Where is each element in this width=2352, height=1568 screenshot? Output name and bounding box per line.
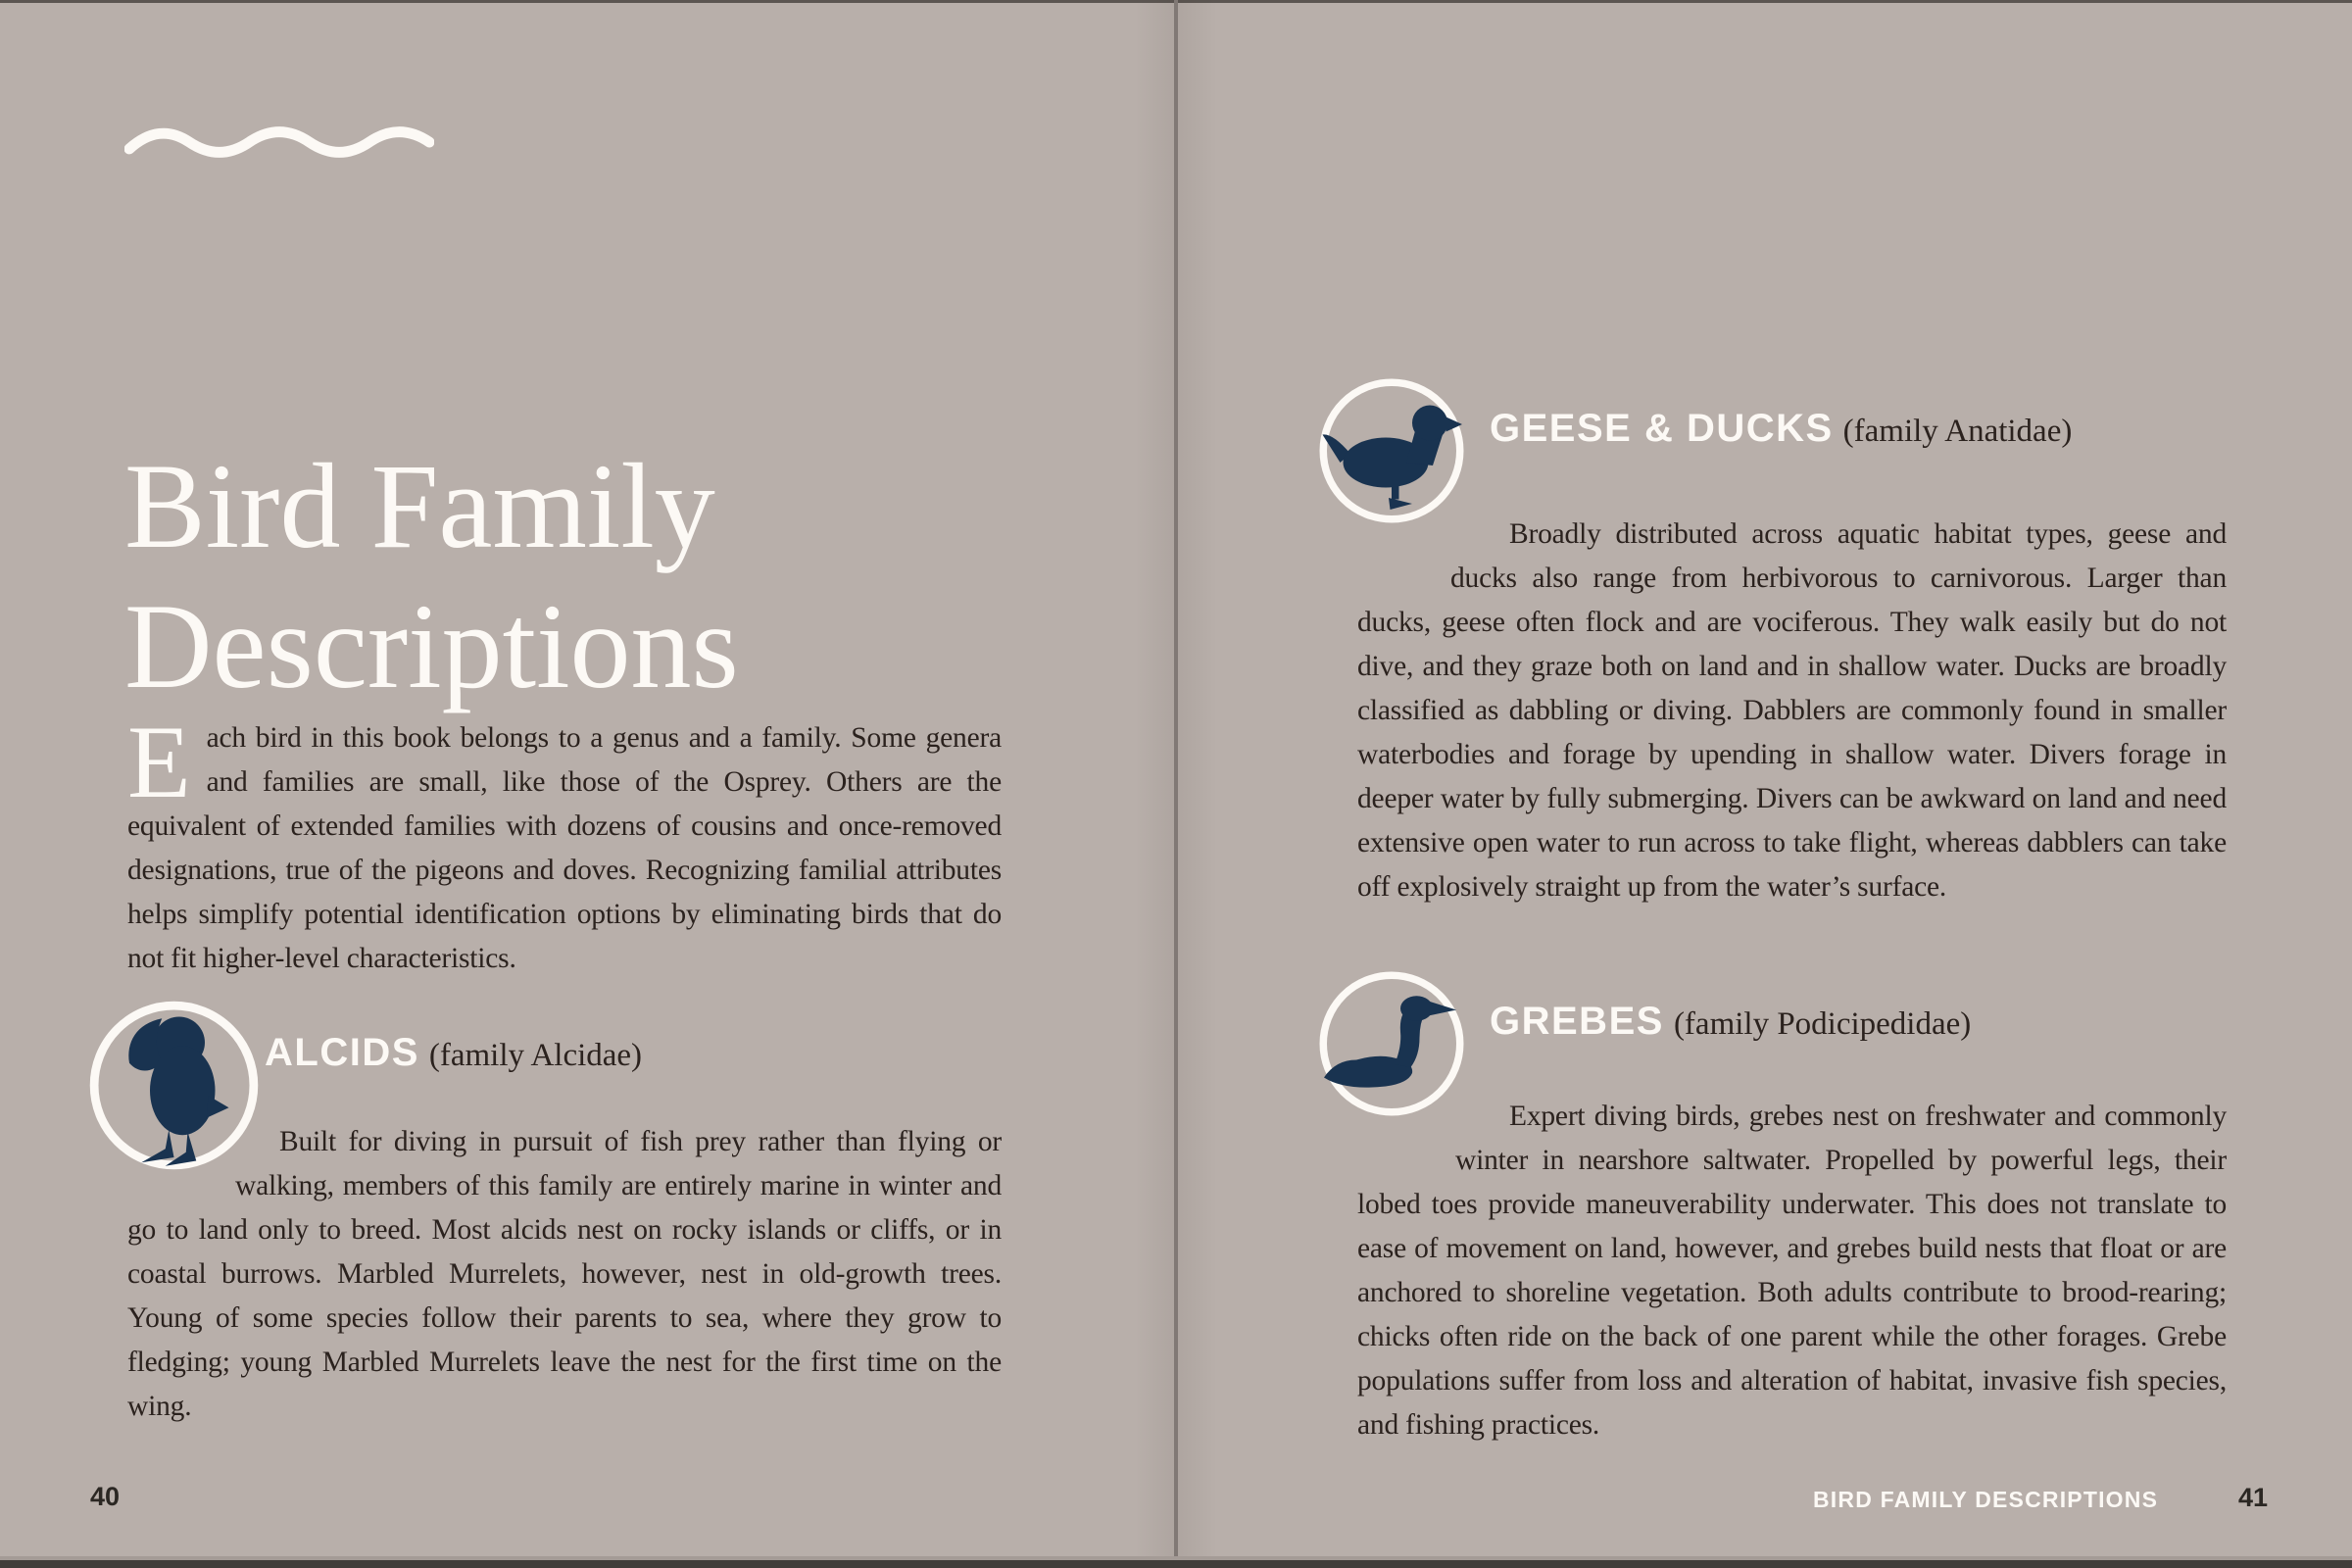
grebes-family-name: (family Podicipedidae) (1673, 1006, 1972, 1042)
section-geese-ducks (1357, 377, 2227, 909)
geese-ducks-text: Broadly distributed across aquatic habitat types, geese and ducks also range from herbivorous to carnivorous. Larger than ducks, geese often flock and are vociferous. They walk easily but do not dive, and they graze both on land and in shallow water. Ducks are broadly classified as dabbling or diving. Dabblers are commonly found in smaller waterbodies and forage by upending in shallow water. Divers forage in deeper water by fully submerging. Divers can be awkward on land and need extensive open water to run across to take flight, whereas dabblers can take off explosively straight up from the water’s surface. (1357, 518, 2227, 903)
wave-ornament-icon (124, 124, 434, 164)
alcids-family-name: (family Alcidae) (428, 1038, 643, 1073)
intro-text: ach bird in this book belongs to a genus and a family. Some genera and families are small, like those of the Osprey. Others are the equivalent of extended families with dozens of cousins and once-removed designations, true of the pigeons and doves. Recognizing familial attributes helps simplify potential identification options by eliminating birds that do not fit higher-level characteristics. (127, 721, 1002, 974)
geese-ducks-family-name: (family Anatidae) (1842, 414, 2073, 449)
drop-cap: E (127, 704, 191, 819)
geese-ducks-name: GEESE & DUCKS (1490, 407, 1834, 450)
page-number-left: 40 (90, 1482, 121, 1511)
section-grebes (1357, 970, 2227, 1447)
gutter-shadow-left (1135, 0, 1174, 1568)
running-footer: BIRD FAMILY DESCRIPTIONS (1813, 1487, 2159, 1512)
book-gutter (1174, 0, 1178, 1568)
alcids-name: ALCIDS (265, 1031, 419, 1074)
page-title-line1: Bird Family (124, 439, 715, 574)
page-title (124, 436, 1104, 716)
puffin-icon (88, 1000, 260, 1171)
section-alcids (127, 1000, 1002, 1429)
book-bottom-edge (0, 1560, 2352, 1568)
page-number-right: 41 (2238, 1483, 2269, 1512)
gutter-shadow-right (1178, 0, 1217, 1568)
grebe-icon (1318, 970, 1465, 1117)
page-title-line2: Descriptions (124, 579, 739, 714)
intro-paragraph (127, 704, 1002, 981)
alcids-text: Built for diving in pursuit of fish prey rather than flying or walking, members of this family are entirely marine in winter and go to land only to breed. Most alcids nest on rocky islands or cliffs, or in coastal burrows. Marbled Murrelets, however, nest in old-growth trees. Young of some species follow their parents to sea, where they grow to fledging; young Marbled Murrelets leave the nest for the first time on the wing. (127, 1126, 1002, 1422)
grebes-name: GREBES (1490, 1000, 1664, 1043)
duck-icon (1318, 377, 1465, 524)
grebes-text: Expert diving birds, grebes nest on freshwater and commonly winter in nearshore saltwater. Propelled by powerful legs, their lobed toes provide maneuverability underwater. This does not translate to ease of movement on land, however, and grebes build nests that float or are anchored to shoreline vegetation. Both adults contribute to brood-rearing; chicks often ride on the back of one parent while the other forages. Grebe populations suffer from loss and alteration of habitat, invasive fish species, and fishing practices. (1357, 1101, 2227, 1441)
